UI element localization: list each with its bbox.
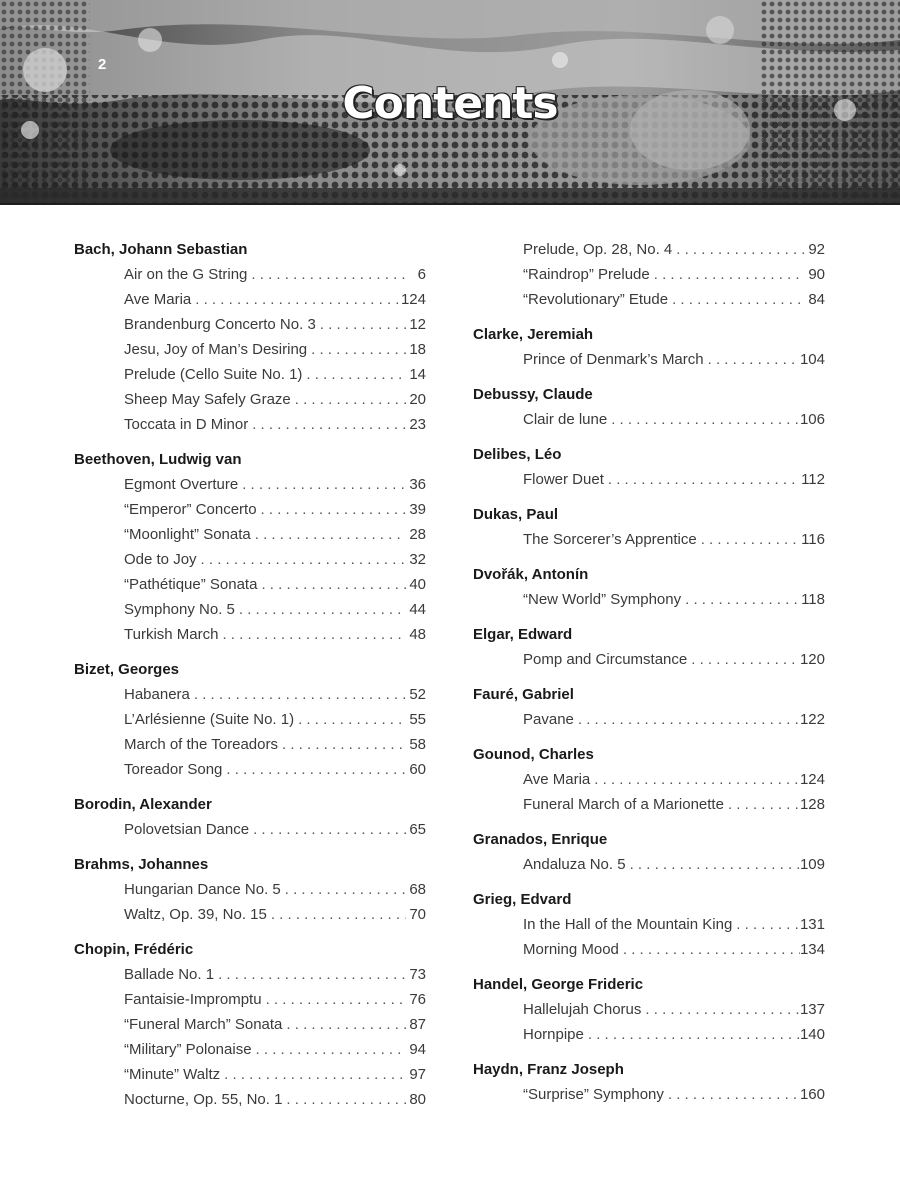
toc-entry[interactable] (473, 467, 825, 492)
page-ref: 28 (409, 526, 426, 543)
composer-heading: Fauré, Gabriel (473, 686, 574, 703)
piece-title: “Funeral March” Sonata (124, 1016, 283, 1033)
piece-title: March of the Toreadors (124, 736, 278, 753)
piece-title: Air on the G String (124, 266, 248, 283)
piece-title: “Revolutionary” Etude (523, 291, 669, 308)
page-ref: 160 (799, 1086, 825, 1103)
toc-entry[interactable] (74, 472, 426, 497)
page-ref: 80 (409, 1091, 426, 1108)
toc-entry[interactable] (74, 1087, 426, 1112)
composer-heading: Bach, Johann Sebastian (74, 241, 248, 258)
toc-entry[interactable] (74, 1012, 426, 1037)
page-ref: 14 (409, 366, 426, 383)
page-ref: 124 (799, 771, 825, 788)
dot-leader (672, 237, 805, 262)
composer-heading: Beethoven, Ludwig van (74, 451, 242, 468)
page-ref: 12 (409, 316, 426, 333)
piece-title: “Surprise” Symphony (523, 1086, 664, 1103)
page-ref: 58 (409, 736, 426, 753)
toc-entry[interactable] (74, 337, 426, 362)
toc-entry[interactable] (74, 597, 426, 622)
piece-title: “Emperor” Concerto (124, 501, 257, 518)
toc-entry[interactable] (473, 587, 825, 612)
toc-entry[interactable] (74, 572, 426, 597)
dot-leader (220, 1062, 406, 1087)
piece-title: “Pathétique” Sonata (124, 576, 258, 593)
dot-leader (252, 1037, 406, 1062)
page-ref: 18 (409, 341, 426, 358)
page-ref: 36 (409, 476, 426, 493)
dot-leader (248, 412, 406, 437)
page-ref: 70 (409, 906, 426, 923)
page-ref: 20 (409, 391, 426, 408)
composer-heading: Grieg, Edvard (473, 891, 572, 908)
toc-entry[interactable] (74, 962, 426, 987)
page-ref: 55 (409, 711, 426, 728)
piece-title: Ode to Joy (124, 551, 197, 568)
piece-title: “Moonlight” Sonata (124, 526, 251, 543)
toc-entry[interactable] (473, 262, 825, 287)
dot-leader (238, 472, 406, 497)
toc-entry[interactable] (74, 547, 426, 572)
piece-title: Flower Duet (523, 471, 604, 488)
composer-heading: Delibes, Léo (473, 446, 562, 463)
toc-entry[interactable] (74, 262, 426, 287)
piece-title: In the Hall of the Mountain King (523, 916, 733, 933)
toc-entry[interactable] (473, 792, 825, 817)
piece-title: Pomp and Circumstance (523, 651, 688, 668)
toc-entry[interactable] (473, 287, 825, 312)
piece-title: “Military” Polonaise (124, 1041, 252, 1058)
toc-entry[interactable] (74, 902, 426, 927)
dot-leader (218, 622, 406, 647)
toc-entry[interactable] (74, 287, 426, 312)
dot-leader (590, 767, 800, 792)
page-ref: 84 (808, 291, 825, 308)
dot-leader (214, 962, 406, 987)
piece-title: L’Arlésienne (Suite No. 1) (124, 711, 295, 728)
composer-heading: Clarke, Jeremiah (473, 326, 594, 343)
composer-heading: Granados, Enrique (473, 831, 608, 848)
page-ref: 68 (409, 881, 426, 898)
page-ref: 52 (409, 686, 426, 703)
piece-title: Andaluza No. 5 (523, 856, 626, 873)
toc-entry[interactable] (74, 817, 426, 842)
page-number: 2 (98, 56, 107, 73)
page-ref: 6 (417, 266, 426, 283)
toc-entry[interactable] (74, 987, 426, 1012)
page-ref: 94 (409, 1041, 426, 1058)
piece-title: Sheep May Safely Graze (124, 391, 291, 408)
piece-title: Waltz, Op. 39, No. 15 (124, 906, 267, 923)
dot-leader (307, 337, 406, 362)
toc-entry[interactable] (74, 412, 426, 437)
piece-title: Clair de lune (523, 411, 608, 428)
toc-entry[interactable] (473, 237, 825, 262)
toc-entry[interactable] (74, 362, 426, 387)
composer-heading: Dvořák, Antonín (473, 566, 589, 583)
piece-title: Polovetsian Dance (124, 821, 250, 838)
piece-title: Hornpipe (523, 1026, 584, 1043)
dot-leader (626, 852, 800, 877)
piece-title: Prelude (Cello Suite No. 1) (124, 366, 303, 383)
page-ref: 122 (799, 711, 825, 728)
piece-title: Habanera (124, 686, 190, 703)
piece-title: Funeral March of a Marionette (523, 796, 724, 813)
toc-entry[interactable] (473, 407, 825, 432)
dot-leader (247, 262, 406, 287)
page-ref: 73 (409, 966, 426, 983)
dot-leader (619, 937, 800, 962)
dot-leader (704, 347, 800, 372)
contents-right-column (473, 237, 825, 1107)
dot-leader (687, 647, 800, 672)
page-ref: 44 (409, 601, 426, 618)
page-ref: 90 (808, 266, 825, 283)
dot-leader (650, 262, 805, 287)
page-ref: 137 (799, 1001, 825, 1018)
composer-heading: Gounod, Charles (473, 746, 594, 763)
piece-title: Prince of Denmark’s March (523, 351, 704, 368)
piece-title: Jesu, Joy of Man’s Desiring (124, 341, 308, 358)
piece-title: “New World” Symphony (523, 591, 682, 608)
toc-entry[interactable] (473, 527, 825, 552)
toc-entry[interactable] (74, 682, 426, 707)
dot-leader (197, 547, 406, 572)
dot-leader (641, 997, 800, 1022)
dot-leader (681, 587, 801, 612)
dot-leader (251, 522, 406, 547)
piece-title: Brandenburg Concerto No. 3 (124, 316, 316, 333)
dot-leader (190, 682, 406, 707)
toc-entry[interactable] (473, 1082, 825, 1107)
toc-entry[interactable] (473, 767, 825, 792)
dot-leader (316, 312, 406, 337)
piece-title: Ave Maria (124, 291, 192, 308)
piece-title: Turkish March (124, 626, 219, 643)
toc-entry[interactable] (74, 877, 426, 902)
piece-title: Ballade No. 1 (124, 966, 215, 983)
dot-leader (262, 987, 406, 1012)
page-ref: 39 (409, 501, 426, 518)
dot-leader (732, 912, 800, 937)
piece-title: Prelude, Op. 28, No. 4 (523, 241, 673, 258)
composer-heading: Dukas, Paul (473, 506, 559, 523)
toc-entry[interactable] (74, 1037, 426, 1062)
dot-leader (281, 877, 406, 902)
page-ref: 40 (409, 576, 426, 593)
dot-leader (724, 792, 800, 817)
toc-entry[interactable] (74, 1062, 426, 1087)
dot-leader (282, 1087, 406, 1112)
dot-leader (291, 387, 406, 412)
dot-leader (235, 597, 406, 622)
dot-leader (584, 1022, 800, 1047)
piece-title: Ave Maria (523, 771, 591, 788)
page-ref: 120 (799, 651, 825, 668)
toc-entry[interactable] (74, 622, 426, 647)
toc-entry[interactable] (74, 732, 426, 757)
toc-entry[interactable] (473, 912, 825, 937)
composer-heading: Bizet, Georges (74, 661, 180, 678)
toc-entry[interactable] (74, 707, 426, 732)
toc-entry[interactable] (473, 1022, 825, 1047)
page-ref: 104 (799, 351, 825, 368)
piece-title: Toccata in D Minor (124, 416, 249, 433)
dot-leader (604, 467, 801, 492)
dot-leader (697, 527, 801, 552)
page-ref: 60 (409, 761, 426, 778)
piece-title: Fantaisie-Impromptu (124, 991, 262, 1008)
dot-leader (574, 707, 800, 732)
dot-leader (282, 1012, 406, 1037)
toc-entry[interactable] (473, 347, 825, 372)
composer-heading: Debussy, Claude (473, 386, 593, 403)
page-ref: 97 (409, 1066, 426, 1083)
piece-title: Hallelujah Chorus (523, 1001, 642, 1018)
composer-heading: Handel, George Frideric (473, 976, 644, 993)
page-ref: 140 (799, 1026, 825, 1043)
toc-entry[interactable] (74, 522, 426, 547)
page-ref: 112 (801, 471, 825, 488)
composer-heading: Haydn, Franz Joseph (473, 1061, 624, 1078)
page-ref: 109 (799, 856, 825, 873)
page-ref: 134 (799, 941, 825, 958)
piece-title: Toreador Song (124, 761, 223, 778)
page-ref: 87 (409, 1016, 426, 1033)
dot-leader (302, 362, 406, 387)
piece-title: Nocturne, Op. 55, No. 1 (124, 1091, 283, 1108)
dot-leader (191, 287, 401, 312)
piece-title: Hungarian Dance No. 5 (124, 881, 281, 898)
piece-title: Morning Mood (523, 941, 619, 958)
dot-leader (222, 757, 406, 782)
dot-leader (257, 497, 406, 522)
dot-leader (249, 817, 406, 842)
page-ref: 23 (409, 416, 426, 433)
dot-leader (257, 572, 406, 597)
piece-title: The Sorcerer’s Apprentice (523, 531, 697, 548)
page-title: Contents (342, 78, 558, 129)
dot-leader (267, 902, 406, 927)
composer-heading: Brahms, Johannes (74, 856, 209, 873)
toc-entry[interactable] (473, 997, 825, 1022)
toc-entry[interactable] (74, 497, 426, 522)
composer-heading: Elgar, Edward (473, 626, 573, 643)
page-ref: 128 (799, 796, 825, 813)
toc-entry[interactable] (74, 387, 426, 412)
page-ref: 116 (801, 531, 825, 548)
toc-entry[interactable] (74, 312, 426, 337)
page-ref: 92 (808, 241, 825, 258)
dot-leader (668, 287, 805, 312)
page-ref: 124 (400, 291, 426, 308)
page-ref: 65 (409, 821, 426, 838)
composer-heading: Borodin, Alexander (74, 796, 212, 813)
page-ref: 106 (799, 411, 825, 428)
page-ref: 76 (409, 991, 426, 1008)
toc-entry[interactable] (473, 707, 825, 732)
dot-leader (294, 707, 406, 732)
piece-title: Symphony No. 5 (124, 601, 235, 618)
toc-entry[interactable] (74, 757, 426, 782)
toc-entry[interactable] (473, 937, 825, 962)
piece-title: “Raindrop” Prelude (523, 266, 650, 283)
dot-leader (278, 732, 406, 757)
page-ref: 48 (409, 626, 426, 643)
piece-title: Pavane (523, 711, 574, 728)
composer-heading: Chopin, Frédéric (74, 941, 194, 958)
toc-entry[interactable] (473, 647, 825, 672)
toc-entry[interactable] (473, 852, 825, 877)
contents-left-column (74, 237, 426, 1112)
dot-leader (607, 407, 800, 432)
header-banner (0, 0, 900, 205)
page-ref: 131 (799, 916, 825, 933)
page-ref: 118 (801, 591, 825, 608)
page-ref: 32 (409, 551, 426, 568)
dot-leader (664, 1082, 800, 1107)
piece-title: “Minute” Waltz (124, 1066, 221, 1083)
piece-title: Egmont Overture (124, 476, 239, 493)
